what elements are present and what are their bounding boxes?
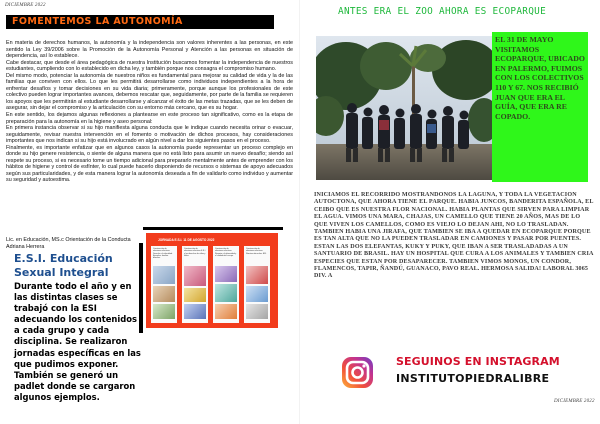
- title-bar: [6, 15, 274, 29]
- card-image: [184, 304, 206, 319]
- card-image: [215, 284, 237, 302]
- visit-summary-text: EL 31 DE MAYO VISITAMOS ECOPARQUE, UBICADO EN PALERMO, FUIMOS CON LOS COLECTIVOS 110 Y 67. NOS RECIBIÓ JUAN QUE ERA EL GUÍA, QUE ERA RE COPADO.: [495, 35, 585, 121]
- collage-card: [151, 246, 177, 323]
- visit-report-text: INICIAMOS EL RECORRIDO MOSTRANDONOS LA LAGUNA, Y TODA LA VEGETACION AUTOCTONA, QUE AHORA TIENE EL PARQUE. HABIA JUNCOS, BANDERITA ESPAÑOLA, EL CEIBO QUE ES NUESTRA FLOR NACIONAL. HABIA PLANTAS QUE SIRVEN PARA LIMPIAR EL AGUA. VIMOS UNA MARA, CHAJAS, UN CAMELLO QUE TIENE 20 AÑOS, MAS DE LO QUE VIVEN LOS CAMELLOS, COMO ES VIEJO LO DEJAN AHI, NO LO TRASLADAN. TAMBIEN HABIA UNA JIRAFA, QUE TAMBIEN SE IBA A QUEDAR EN ECOPARQUE PORQUE ES TAN ALTA QUE NO LA PUEDEN TRASLADAR EN CAMIONES Y PASAR POR PUENTES. ESTAN LAS DOS ELEFANTAS, KUKY Y PUKY, QUE IBAN A SER TRASLADADAS A UN SANTUARIO DE BRASIL. HAY UN HOSPITAL QUE CURA A LOS ANIMALES Y TAMBIEN CRIA ESPECIES QUE ESTAN POR DESAPARECER. TAMBIEN VIMOS MONOS, UN CONDOR, FLAMENCOS, TAPIR, ÑANDÚ, GUANACO, PAVO REAL. HERMOSA SALIDA! LABORAL 3065 DIV. A: [314, 192, 594, 280]
- divider-horizontal: [143, 227, 283, 230]
- esi-text: Durante todo el año y en las distintas clases se trabajó con la ESI adecuando los contenidos a cada grupo y cada disciplina. Se realizaron jornadas específicas en las que pudimos exponer. También se generó un padlet donde se cargaron algunos ejemplos.: [14, 281, 141, 402]
- card-caption: Construcción de relaciones afectivas. Derecho a la identidad. Ejemplos: familias diversas.: [153, 248, 173, 260]
- ecoparque-title: ANTES ERA EL ZOO AHORA ES ECOPARQUE: [338, 6, 547, 17]
- signature-title: Lic. en Educación, MS.c Orientación de la Conducta: [6, 237, 131, 243]
- body-paragraph: Finalmente, es importante enfatizar que en algunos casos la autonomía puede representar un proceso complejo en donde su hijo genere resistencia, o siente de alguna manera que no está listo para asumir un nuevo desafío; siendo así respete su proceso, si es necesario tome un tiempo adicional para prepararlo mentalmente antes de emprender con los hábitos de higiene y control de esfínter, lo cual puede hacerlo disponiendo de recursos o sistemas de apoyo adecuados según sus particularidades, y de esta manera lograr la autonomía deseada a fin de validarlo como individuo y aumentar su seguridad y autoestima.: [6, 144, 293, 184]
- card-image: [153, 286, 175, 302]
- collage-card: [244, 246, 270, 323]
- collage-card: [213, 246, 239, 323]
- group-photo: [316, 36, 492, 180]
- card-image: [215, 266, 237, 282]
- card-caption: Construcción de relaciones afectivas E.S.I. y los derechos de niñas y niños.: [184, 248, 206, 257]
- esi-title-line: E.S.I. Educación: [14, 252, 113, 265]
- page-date: DICIEMBRE 2022: [554, 399, 595, 404]
- instagram-icon[interactable]: [341, 356, 374, 389]
- card-caption: Construcción de relaciones afectivas Nuestros derechos. ESI.: [246, 248, 267, 255]
- card-caption: Construcción de relaciones afectivas Respeto a la diversidad y el cuidado del cuerpo.: [215, 248, 237, 257]
- collage-header: JORNADA E.S.I. 11 DE AGOSTO 2022: [158, 238, 215, 242]
- article-title: FOMENTEMOS LA AUTONOMÍA: [12, 16, 183, 27]
- body-paragraph: Del mismo modo, potenciar la autonomía de nuestros niños es fundamental para mejorar su calidad de vida y la de las familias que conviven con ellos. Lo que les permitirá desarrollarse como individuos independientes a la hora de enfrentar desafíos y tomar decisiones en su vida diaria; primeramente, porque aunque los profesionales de este colectivo pueden lograr importantes avances, debemos rescatar que, seguidamente, por parte de la familia se requieren los apoyos que les permitirán al estudiante desarrollarse y alcanzar el éxito de las metas trazadas, que se les deben de asegurar, sin dejar el compromiso y la articulación con su entorno más cercano, que es su hogar.: [6, 72, 293, 112]
- body-paragraph: En materia de derechos humanos, la autonomía y la independencia son valores inherentes a las personas, en este sentido la Ley 39/2006 sobre la Promoción de la Autonomía Personal y Atención a las personas en situación de dependencia, así lo establece.: [6, 40, 293, 60]
- card-image: [246, 266, 268, 284]
- card-image: [246, 304, 268, 319]
- esi-collage: [146, 233, 278, 328]
- card-image: [153, 304, 175, 319]
- signature-name: Adriana Herrera: [6, 244, 45, 250]
- page-date: DICIEMBRE 2022: [5, 3, 46, 8]
- card-image: [215, 304, 237, 319]
- right-page: [300, 0, 600, 424]
- instagram-handle[interactable]: INSTITUTOPIEDRALIBRE: [396, 372, 550, 385]
- body-paragraph: En este sentido, los dejamos algunas reflexiones a plantearse en este proceso tan significativo, como es la etapa de preparación para la autonomía en la higiene y aseo personal:: [6, 112, 293, 125]
- body-paragraph: Cabe destacar, que desde el área pedagógica de nuestra Institución buscamos fomentar la independencia de nuestros estudiantes, cumpliendo con lo establecido en dicha ley, y también porque nos consagra el compromiso humano.: [6, 59, 293, 73]
- card-image: [184, 288, 206, 302]
- card-image: [184, 266, 206, 286]
- card-image: [153, 266, 175, 284]
- collage-card: [182, 246, 208, 323]
- esi-title-line: Sexual Integral: [14, 265, 109, 279]
- visit-summary-box: [492, 32, 588, 182]
- article-body: [6, 40, 293, 184]
- signature: [6, 237, 131, 251]
- body-paragraph: En primera instancia observar si su hijo manifiesta alguna conducta que le indique cuando necesita orinar o evacuar, seguidamente, revisar nuestra intervención en el fomento o motivación de dichos procesos, hay consideraciones importantes que nos indican si su hijo está involucrado en algún nivel a dar los siguientes pasos en el proceso.: [6, 125, 293, 145]
- card-image: [246, 286, 268, 302]
- esi-title: [14, 252, 140, 279]
- instagram-cta: SEGUINOS EN INSTAGRAM: [396, 355, 560, 368]
